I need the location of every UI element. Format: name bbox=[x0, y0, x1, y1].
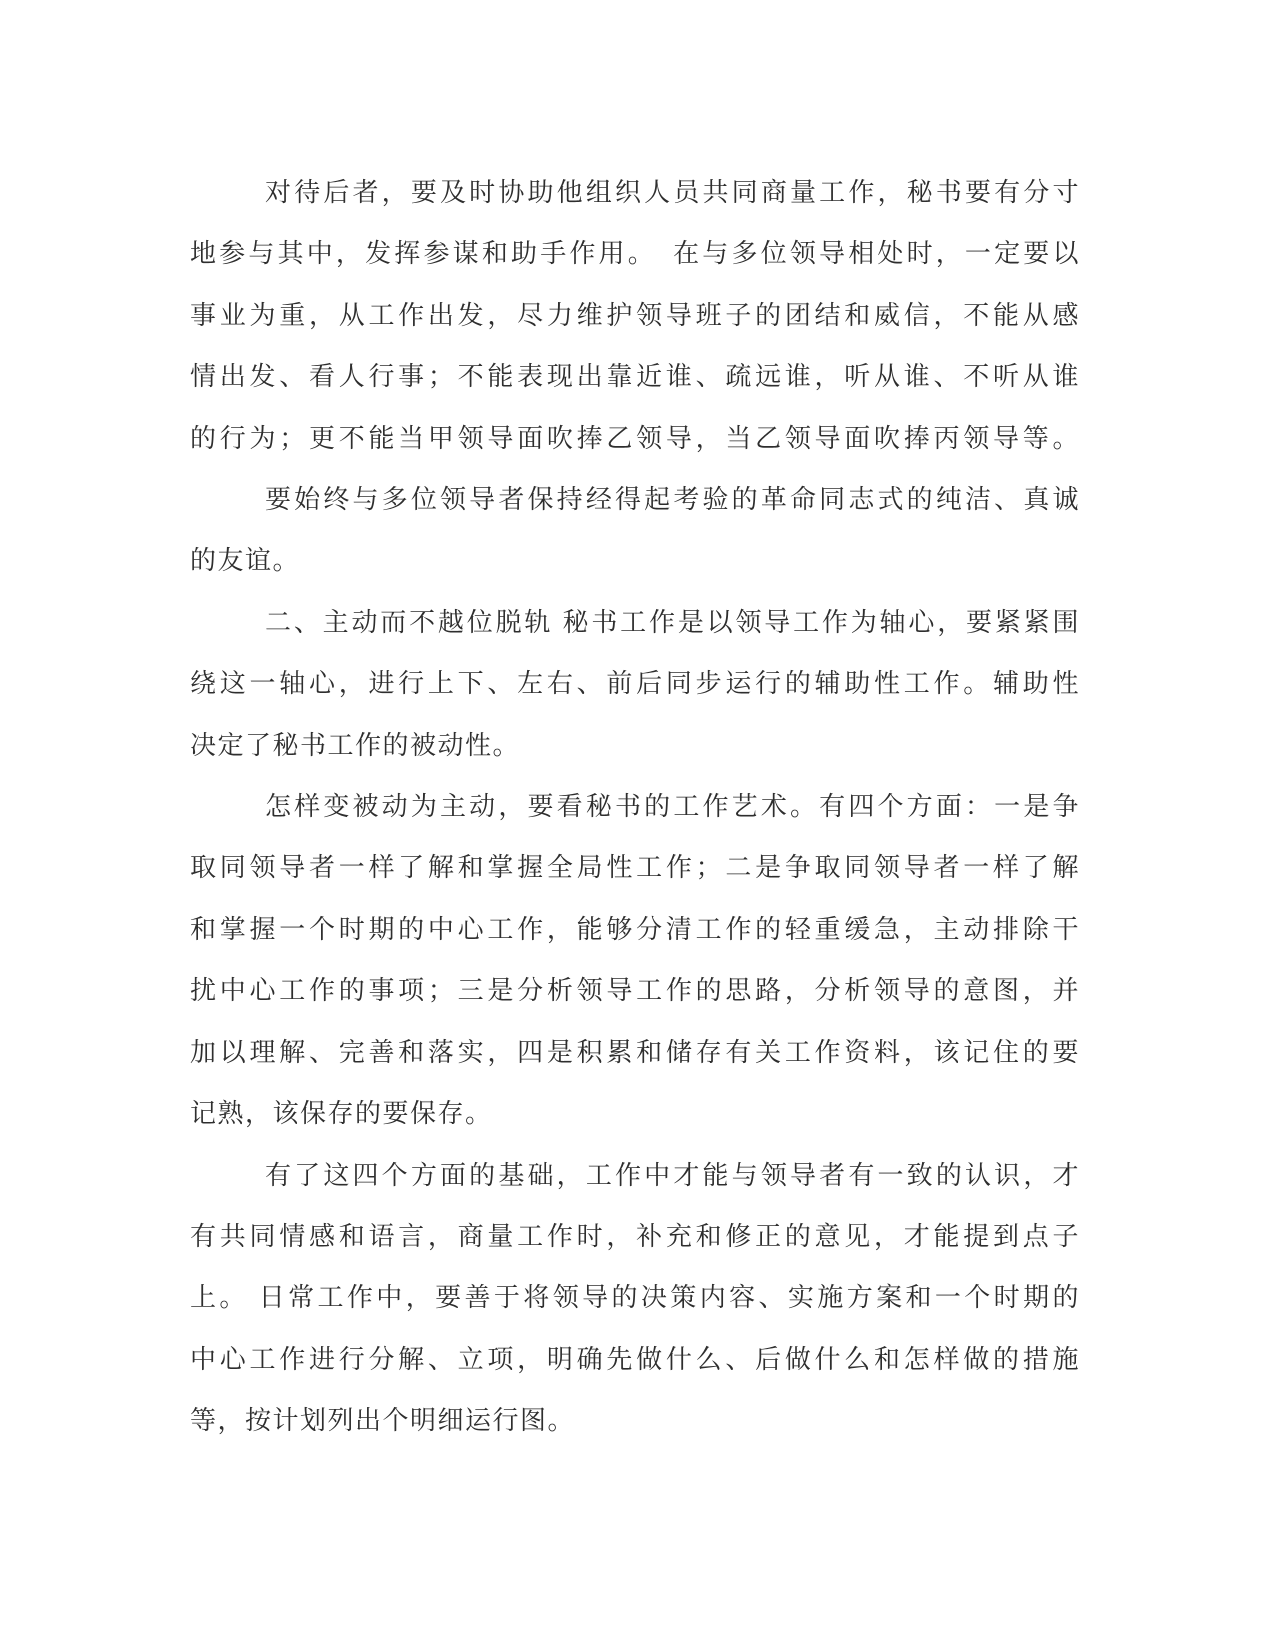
text-line: 情出发、看人行事；不能表现出靠近谁、疏远谁，听从谁、不听从谁 bbox=[190, 362, 1080, 392]
text-line: 取同领导者一样了解和掌握全局性工作；二是争取同领导者一样了解 bbox=[190, 853, 1080, 883]
text-line: 对待后者，要及时协助他组织人员共同商量工作，秘书要有分寸 bbox=[265, 178, 1080, 207]
paragraph bbox=[190, 776, 1080, 1144]
paragraph bbox=[190, 1145, 1080, 1452]
text-line: 事业为重，从工作出发，尽力维护领导班子的团结和威信，不能从感 bbox=[190, 300, 1080, 330]
text-line: 和掌握一个时期的中心工作，能够分清工作的轻重缓急，主动排除干 bbox=[190, 914, 1080, 944]
text-line: 的友谊。 bbox=[190, 546, 301, 576]
text-line: 上。 日常工作中，要善于将领导的决策内容、实施方案和一个时期的 bbox=[190, 1283, 1080, 1313]
document-body bbox=[190, 162, 1080, 1452]
text-line: 扰中心工作的事项；三是分析领导工作的思路，分析领导的意图，并 bbox=[190, 976, 1080, 1006]
text-line: 加以理解、完善和落实，四是积累和储存有关工作资料，该记住的要 bbox=[190, 1037, 1080, 1067]
text-line: 等，按计划列出个明细运行图。 bbox=[190, 1406, 576, 1436]
text-line: 的行为；更不能当甲领导面吹捧乙领导，当乙领导面吹捧丙领导等。 bbox=[190, 423, 1080, 453]
text-line: 绕这一轴心，进行上下、左右、前后同步运行的辅助性工作。辅助性 bbox=[190, 669, 1080, 699]
paragraph bbox=[190, 592, 1080, 776]
text-line: 有共同情感和语言，商量工作时，补充和修正的意见，才能提到点子 bbox=[190, 1221, 1080, 1251]
paragraph bbox=[190, 162, 1080, 469]
text-line: 地参与其中，发挥参谋和助手作用。 在与多位领导相处时，一定要以 bbox=[190, 239, 1080, 269]
text-line: 二、主动而不越位脱轨 秘书工作是以领导工作为轴心，要紧紧围 bbox=[265, 607, 1080, 637]
text-line: 要始终与多位领导者保持经得起考验的革命同志式的纯洁、真诚 bbox=[265, 485, 1080, 515]
text-line: 怎样变被动为主动，要看秘书的工作艺术。有四个方面：一是争 bbox=[265, 792, 1080, 822]
text-line: 记熟，该保存的要保存。 bbox=[190, 1099, 493, 1129]
text-line: 有了这四个方面的基础，工作中才能与领导者有一致的认识，才 bbox=[265, 1160, 1080, 1190]
text-line: 中心工作进行分解、立项，明确先做什么、后做什么和怎样做的措施 bbox=[190, 1344, 1080, 1374]
paragraph bbox=[190, 469, 1080, 592]
text-line: 决定了秘书工作的被动性。 bbox=[190, 730, 521, 760]
